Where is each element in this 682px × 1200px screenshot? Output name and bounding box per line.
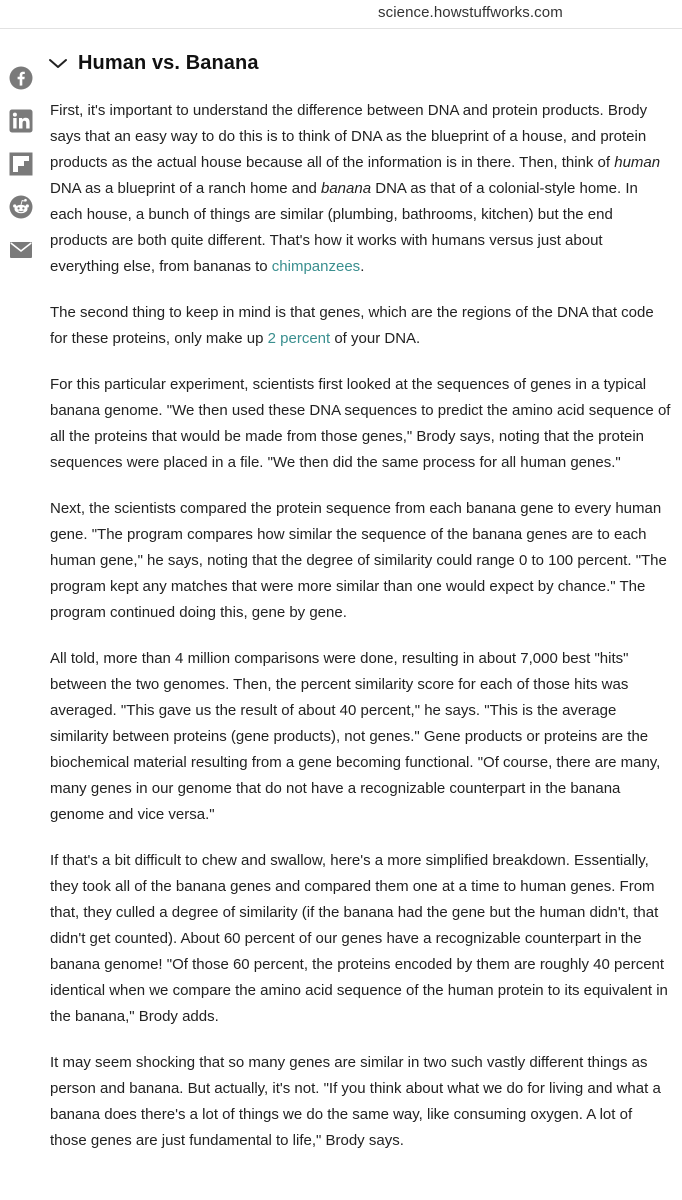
url-text[interactable]: science.howstuffworks.com	[378, 4, 563, 21]
paragraph-4: Next, the scientists compared the protein sequence from each banana gene to every human gene. "The program compares how similar the sequence of the banana genes are to each human gene," he says, noting that the degree of similarity could range 0 to 100 percent. "The program kept any matches that were more similar than one would expect by chance." The program continued doing this, gene by gene.	[50, 500, 667, 621]
paragraph-5: All told, more than 4 million comparisons were done, resulting in about 7,000 best "hits" between the two genomes. Then, the percent similarity score for each of those hits was averaged. "This gave us the result of about 40 percent," he says. "This is the average similarity between proteins (gene products), not genes." Gene products or proteins are the biochemical material resulting from a gene becoming functional. "Of course, there are many, many genes in our genome that do not have a recognizable counterpart in the banana genome and vice versa."	[50, 650, 661, 823]
flipboard-icon[interactable]	[9, 152, 33, 176]
paragraph-6: If that's a bit difficult to chew and swallow, here's a more simplified breakdown. Essentially, they took all of the banana genes and compared them one at a time to human genes. From that, they culled a degree of similarity (if the banana had the gene but the human didn't, that didn't get counted). About 60 percent of our genes have a recognizable counterpart in the banana genome! "Of those 60 percent, the proteins encoded by them are roughly 40 percent identical when we compare the amino acid sequence of the human protein to its equivalent in the banana," Brody adds.	[50, 852, 668, 1025]
reddit-icon[interactable]	[9, 195, 33, 219]
paragraph-1: First, it's important to understand the difference between DNA and protein products. Brody says that an easy way to do this is to think of DNA as the blueprint of a house, and protein products as the actual house because all of the information is in there. Then, think of human DNA as a blueprint of a ranch home and banana DNA as that of a colonial-style home. In each house, a bunch of things are similar (plumbing, bathrooms, kitchen) but the end products are both quite different. That's how it works with humans versus just about everything else, from bananas to chimpanzees.	[50, 102, 661, 275]
chevron-down-icon	[48, 56, 68, 70]
section-title: Human vs. Banana	[78, 51, 259, 74]
email-icon[interactable]	[9, 238, 33, 262]
section-toggle[interactable]	[48, 49, 259, 77]
chimpanzees-link[interactable]: chimpanzees	[271, 258, 361, 275]
browser-address-bar[interactable]	[0, 0, 682, 29]
two-percent-link[interactable]: 2 percent	[267, 330, 331, 347]
article-body	[50, 98, 672, 1174]
paragraph-7: It may seem shocking that so many genes are similar in two such vastly different things as person and banana. But actually, it's not. "If you think about what we do for living and what a banana does there's a lot of things we do the same way, like consuming oxygen. A lot of those genes are just fundamental to life," Brody says.	[50, 1054, 661, 1149]
paragraph-2: The second thing to keep in mind is that genes, which are the regions of the DNA that code for these proteins, only make up 2 percent of your DNA.	[50, 304, 654, 347]
facebook-icon[interactable]	[9, 66, 33, 90]
paragraph-3: For this particular experiment, scientists first looked at the sequences of genes in a typical banana genome. "We then used these DNA sequences to predict the amino acid sequence of all the proteins that would be made from those genes," Brody says, noting that the protein sequences were placed in a file. "We then did the same process for all human genes."	[50, 376, 671, 471]
linkedin-icon[interactable]	[9, 109, 33, 133]
